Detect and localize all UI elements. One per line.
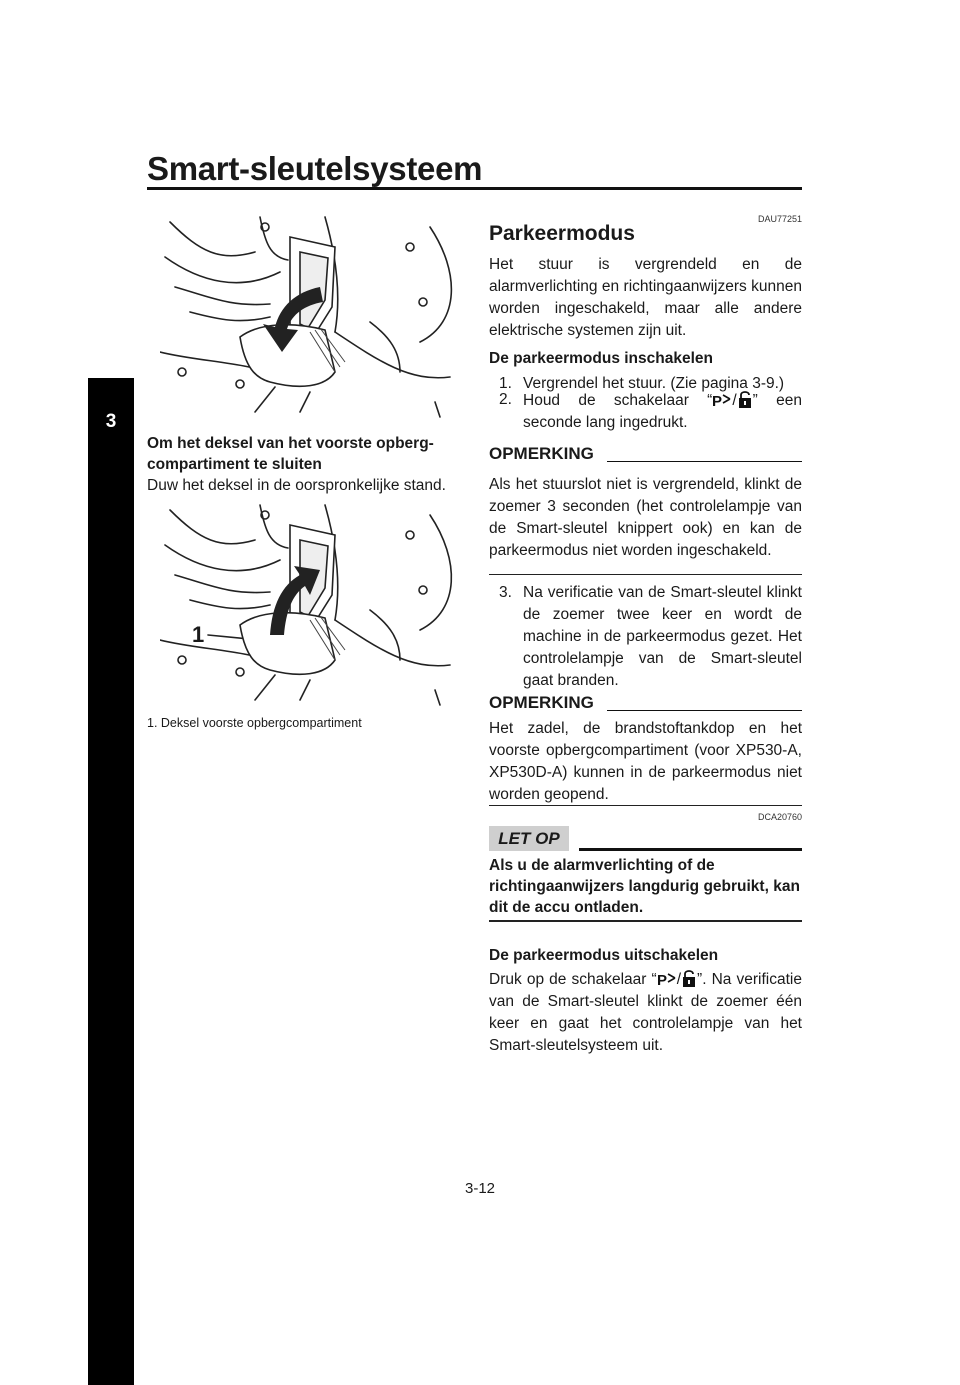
note-header-2 <box>489 693 802 719</box>
note-text-1: Als het stuurslot niet is vergrendeld, klinkt de zoemer 3 seconden (het controlelampje van de Smart-sleutel knippert ook) en kan de parkeermodus niet worden ingeschakeld. <box>489 476 802 559</box>
park-icon <box>657 970 677 988</box>
subheading-line-2: compartiment te sluiten <box>147 456 322 473</box>
step-3 <box>499 582 802 692</box>
instruction-text: Duw het deksel in de oorspronkelijke stand. <box>147 477 446 494</box>
header-rule <box>147 187 802 190</box>
lock-icon <box>681 968 697 988</box>
note-text-2: Het zadel, de brandstoftankdop en het voorste opbergcompartiment (voor XP530-A, XP530D-A) kunnen in de parkeermodus niet worden geopend. <box>489 720 802 803</box>
close-lid-instructions <box>147 433 465 496</box>
svg-text:P: P <box>712 393 723 409</box>
intro-paragraph: Het stuur is vergrendeld en de alarmverlichting en richtingaanwijzers kunnen worden ingeschakeld, maar alle andere elektrische systemen zijn uit. <box>489 256 802 339</box>
note-label-1: OPMERKING <box>489 444 594 463</box>
lock-icon <box>737 389 753 409</box>
section-title: Parkeermodus <box>489 222 635 245</box>
illustration-lid-close <box>160 500 460 708</box>
page-title: Smart-sleutelsysteem <box>147 150 483 187</box>
svg-text:P: P <box>656 972 667 988</box>
step-2-text-pre: Houd de schakelaar “ <box>523 392 713 409</box>
step-2 <box>499 389 802 434</box>
note-header-1 <box>489 444 802 470</box>
park-icon <box>712 391 732 409</box>
symbol-separator: / <box>676 971 682 988</box>
step-3-text: Na verificatie van de Smart-sleutel klinkt de zoemer twee keer en wordt de machine in de parkeermodus gezet. Het controlelampje van de Smart-sleutel gaat branden. <box>523 584 802 689</box>
figure-caption: 1. Deksel voorste opbergcompartiment <box>147 716 362 730</box>
caution-rule <box>489 920 802 922</box>
note-rule-1 <box>489 574 802 575</box>
enable-heading: De parkeermodus inschakelen <box>489 350 713 367</box>
caution-header <box>489 826 802 852</box>
caution-badge: LET OP <box>489 826 569 851</box>
chapter-tab <box>88 378 134 1385</box>
step-2-number: 2. <box>499 391 512 408</box>
step-3-number: 3. <box>499 584 512 601</box>
chapter-number: 3 <box>105 411 117 432</box>
caution-text: Als u de alarmverlichting of de richtingaanwijzers langdurig gebruikt, kan dit de accu ontladen. <box>489 857 800 916</box>
note-label-2: OPMERKING <box>489 693 594 712</box>
page-number: 3-12 <box>464 1180 496 1197</box>
disable-paragraph <box>489 968 802 1057</box>
step-1-text: Vergrendel het stuur. (Zie pagina 3-9.) <box>523 375 785 392</box>
disable-text-post: ”. Na verificatie van de Smart-sleutel klinkt de zoemer één keer en gaat het controlelampje van het Smart-sleutelsysteem uit. <box>489 971 802 1054</box>
note-rule-2 <box>489 805 802 806</box>
section-code: DAU77251 <box>757 214 802 224</box>
caution-code: DCA20760 <box>757 812 802 822</box>
symbol-separator: / <box>732 392 737 409</box>
disable-text-pre: Druk op de schakelaar “ <box>489 971 657 988</box>
disable-heading: De parkeermodus uitschakelen <box>489 947 719 964</box>
step-1-number: 1. <box>499 375 512 392</box>
subheading-line-1: Om het deksel van het voorste opberg- <box>147 435 434 452</box>
callout-number: 1 <box>192 622 205 647</box>
step-2-text-post: ” een seconde lang ingedrukt. <box>523 392 802 431</box>
illustration-lid-open <box>160 212 460 420</box>
